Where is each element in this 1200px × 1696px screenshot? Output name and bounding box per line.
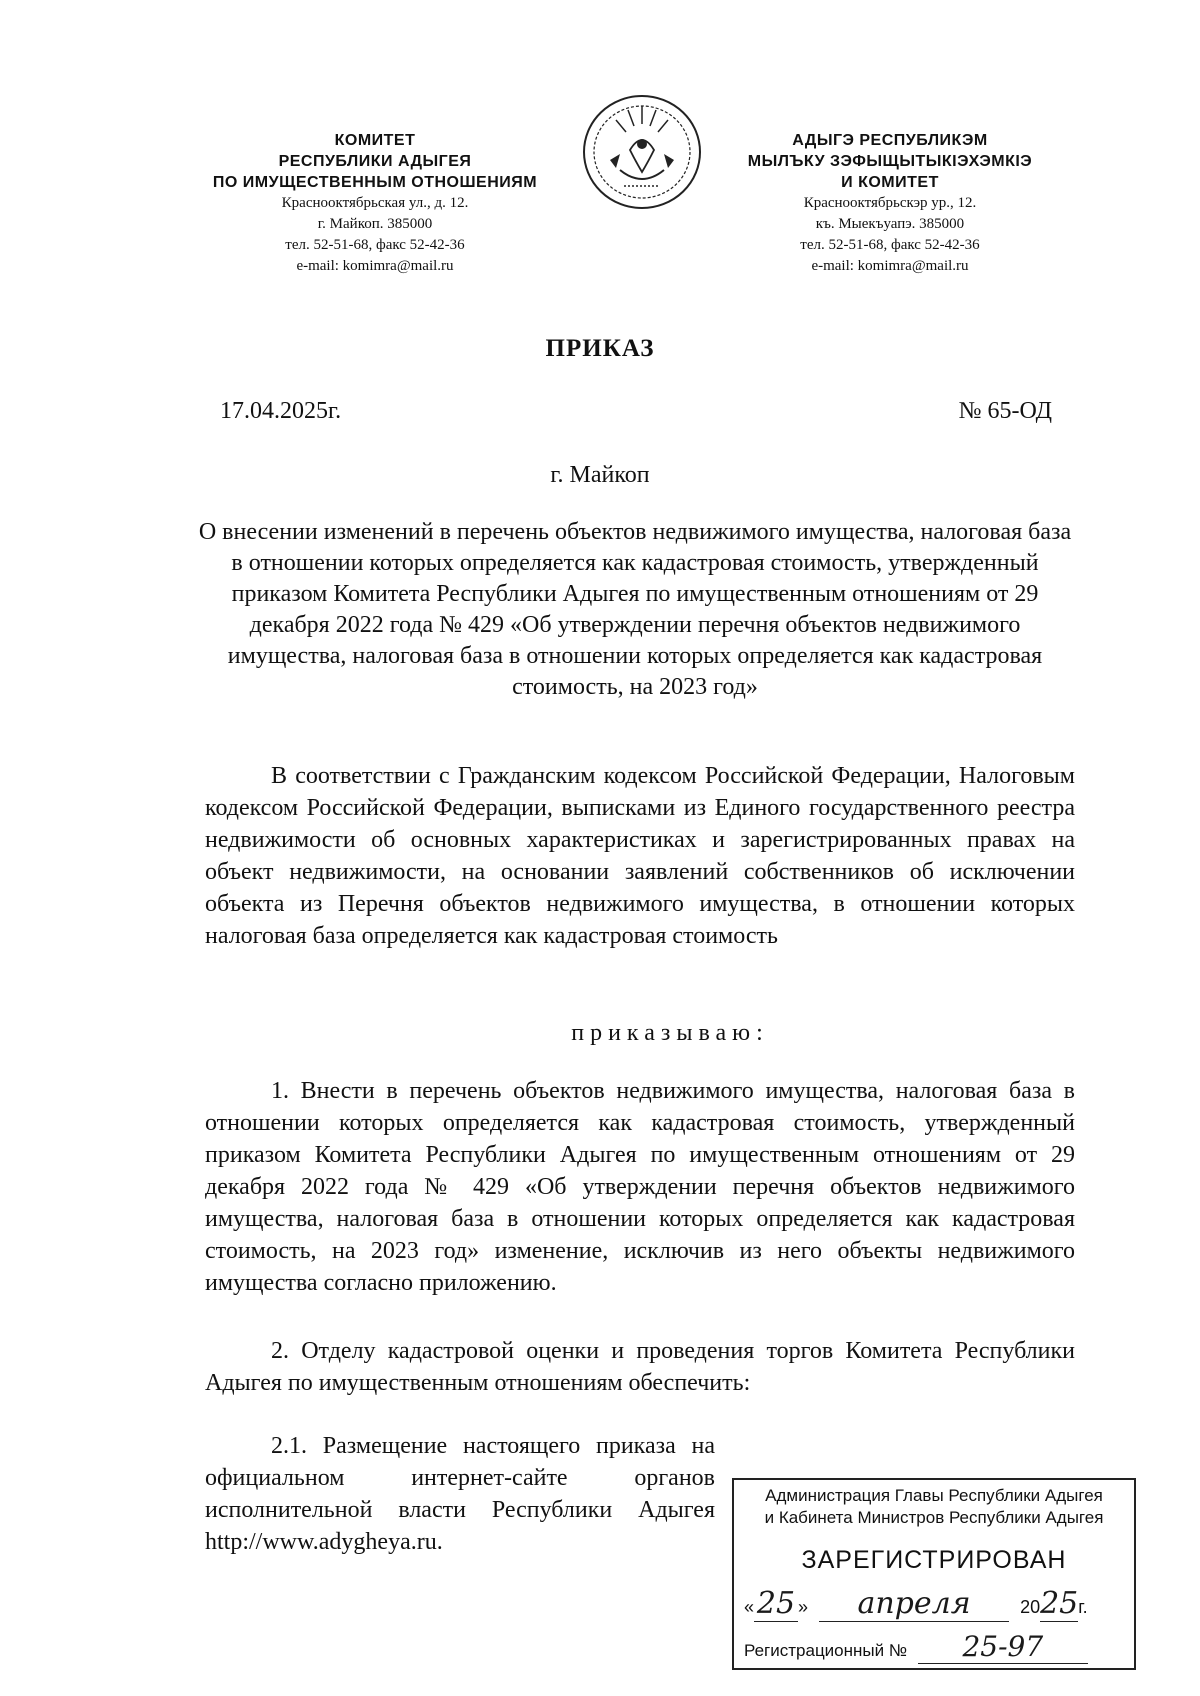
document-title: ПРИКАЗ	[545, 335, 655, 362]
stamp-registered: ЗАРЕГИСТРИРОВАН	[801, 1546, 1067, 1574]
header-right-address: Краснооктябрьскэр ур., 12.	[803, 195, 977, 211]
header-left-line3: ПО ИМУЩЕСТВЕННЫМ ОТНОШЕНИЯМ	[212, 174, 538, 191]
stamp-year-label: г.	[1078, 1597, 1088, 1617]
stamp-line1: Администрация Главы Республики Адыгея	[765, 1486, 1103, 1505]
stamp-close-quote: »	[798, 1597, 809, 1617]
coat-of-arms-icon	[580, 90, 705, 215]
header-left	[180, 130, 570, 277]
header-right-email: e-mail: komimra@mail.ru	[811, 258, 969, 274]
header-left-line2: РЕСПУБЛИКИ АДЫГЕЯ	[278, 153, 472, 170]
stamp-open-quote: «	[744, 1597, 755, 1617]
item-2-section	[205, 1335, 1075, 1399]
document-date: 17.04.2025г.	[220, 398, 342, 424]
item-1-section	[205, 1075, 1075, 1299]
item-2-text: 2. Отделу кадастровой оценки и проведения торгов Комитета Республики Адыгея по имущественным отношениям обеспечить:	[205, 1338, 1075, 1396]
header-right	[720, 130, 1060, 277]
header-left-phone: тел. 52-51-68, факс 52-42-36	[285, 237, 465, 253]
header-left-line1: КОМИТЕТ	[334, 132, 416, 149]
stamp-regno-label: Регистрационный №	[744, 1641, 908, 1660]
document-number: № 65-ОД	[958, 398, 1052, 424]
stamp-month: апреля	[819, 1586, 1009, 1622]
stamp-date	[744, 1586, 1128, 1622]
header-right-city: къ. Мыекъуапэ. 385000	[815, 216, 965, 232]
header-right-line3: И КОМИТЕТ	[841, 174, 939, 191]
header-right-line1: АДЫГЭ РЕСПУБЛИКЭМ	[792, 132, 988, 149]
stamp-day: 25	[754, 1586, 798, 1622]
document-subject: О внесении изменений в перечень объектов недвижимого имущества, налоговая база в отношении которых определяется как кадастровая стоимость, утвержденный приказом Комитета Республики Адыгея по имущественным отношениям от 29 декабря 2022 года № 429 «Об утверждении перечня объектов недвижимого имущества, налоговая база в отношении которых определяется как кадастровая стоимость, на 2023 год»	[198, 519, 1072, 700]
header-left-city: г. Майкоп. 385000	[317, 216, 433, 232]
stamp-regno: 25-97	[918, 1630, 1088, 1664]
stamp-year-suffix: 25	[1040, 1586, 1079, 1621]
stamp-line2: и Кабинета Министров Республики Адыгея	[764, 1508, 1104, 1527]
stamp-year-prefix: 20	[1020, 1597, 1041, 1617]
item-2-1-text: 2.1. Размещение настоящего приказа на официальном интернет-сайте органов исполнительной власти Республики Адыгея http://www.adygheya.ru.	[205, 1433, 715, 1555]
header-right-line2: МЫЛЪКУ ЗЭФЫЩЫТЫКІЭХЭМКІЭ	[747, 153, 1033, 170]
stamp-regno-row	[744, 1630, 1128, 1664]
header-right-phone: тел. 52-51-68, факс 52-42-36	[800, 237, 980, 253]
order-word: приказываю:	[571, 1020, 769, 1046]
registration-stamp	[732, 1478, 1136, 1670]
header-left-address: Краснооктябрьская ул., д. 12.	[281, 195, 469, 211]
item-1-text: 1. Внести в перечень объектов недвижимого имущества, налоговая база в отношении которых определяется как кадастровая стоимость, утвержденный приказом Комитета Республики Адыгея по имущественным отношениям от 29 декабря 2022 года № 429 «Об утверждении перечня объектов недвижимого имущества, налоговая база в отношении которых определяется как кадастровая стоимость, на 2023 год» изменение, исключив из него объекты недвижимого имущества согласно приложению.	[205, 1078, 1075, 1296]
header-left-email: e-mail: komimra@mail.ru	[296, 258, 454, 274]
document-city: г. Майкоп	[550, 462, 650, 488]
preamble-section	[205, 760, 1075, 952]
preamble-text: В соответствии с Гражданским кодексом Российской Федерации, Налоговым кодексом Российской Федерации, выписками из Единого государственного реестра недвижимости об основных характеристиках и зарегистрированных правах на объект недвижимости, на основании заявлений собственников об исключении объекта из Перечня объектов недвижимого имущества, в отношении которых налоговая база определяется как кадастровая стоимость	[205, 763, 1075, 949]
